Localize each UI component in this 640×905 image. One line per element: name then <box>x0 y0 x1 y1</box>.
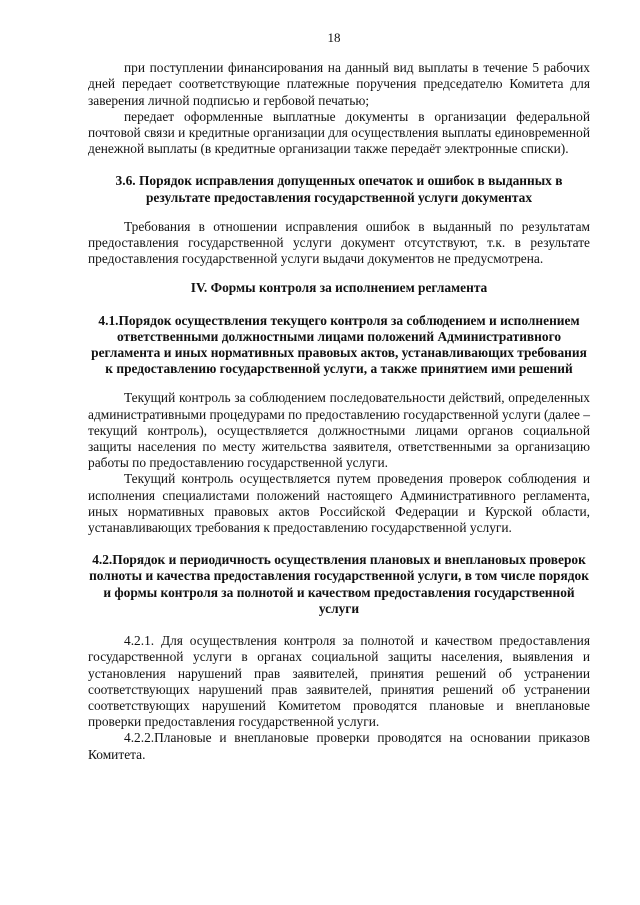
section-3-6-heading: 3.6. Порядок исправления допущенных опечаток и ошибок в выданных в результате предоставления государственной услуги документах <box>115 173 563 205</box>
section-4-1-paragraph-2: Текущий контроль осуществляется путем проведения проверок соблюдения и исполнения специалистами положений настоящего Административного регламента, иных нормативных правовых актов Российской Федерации и Курской области, устанавливающих требования к предоставлению государственной услуги. <box>88 471 590 536</box>
section-3-6-paragraph: Требования в отношении исправления ошибок в выданный по результатам предоставления государственной услуги документ отсутствуют, т.к. в результате предоставления государственной услуги выдачи документов не предусмотрена. <box>88 218 590 267</box>
section-4-2-paragraph-1: 4.2.1. Для осуществления контроля за полнотой и качеством предоставления государственной услуги в органах социальной защиты населения, выявления и установления нарушений прав заявителей, принятия решений об устранении соответствующих нарушений прав заявителей, принятия решений об устранении соответствующих нарушений Комитетом проводятся плановые и внеплановые проверки предоставления государственной услуги. <box>88 633 590 730</box>
page-number: 18 <box>327 30 341 45</box>
section-4-heading: IV. Формы контроля за исполнением регламента <box>190 280 488 296</box>
document-page <box>88 30 590 763</box>
intro-paragraph-1: при поступлении финансирования на данный вид выплаты в течение 5 рабочих дней передает соответствующие платежные поручения председателю Комитета для заверения личной подписью и гербовой печатью; <box>88 60 590 108</box>
section-4-1-paragraph-1: Текущий контроль за соблюдением последовательности действий, определенных административными процедурами по предоставлению государственной услуги (далее – текущий контроль), осуществляется должностными лицами органов социальной защиты населения по месту жительства заявителя, ответственными за организацию работы по предоставлению государственной услуги. <box>88 390 590 471</box>
intro-paragraph-2: передает оформленные выплатные документы в организации федеральной почтовой связи и кредитные организации для осуществления выплаты единовременной денежной выплаты (в кредитные организации также передаёт электронные списки). <box>88 108 590 157</box>
section-4-2-paragraph-2: 4.2.2.Плановые и внеплановые проверки проводятся на основании приказов Комитета. <box>88 730 590 762</box>
section-4-1-heading: 4.1.Порядок осуществления текущего контроля за соблюдением и исполнением ответственными должностными лицами положений Административного регламента и иных нормативных правовых актов, устанавливающих требования к предоставлению государственной услуги, а также принятием ими решений <box>91 312 587 377</box>
section-4-2-heading: 4.2.Порядок и периодичность осуществления плановых и внеплановых проверок полноты и качества предоставления государственной услуги, в том числе порядок и формы контроля за полнотой и качеством предоставления государственной услуги <box>89 552 589 616</box>
